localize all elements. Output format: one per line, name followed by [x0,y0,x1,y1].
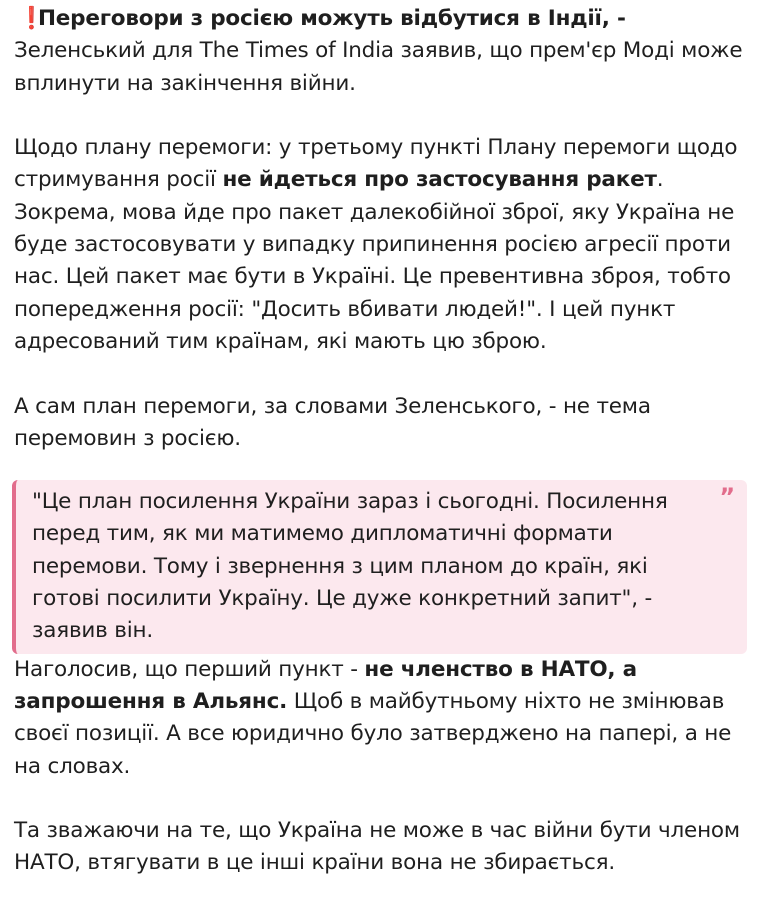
plan-text: . Зокрема, мова йде про пакет далекобійної зброї, яку Україна не буде застосовувати у випадку припинення росією агресії проти нас. Цей пакет має бути в Україні. Це превентивна зброя, тобто попередження росії: "Досить вбивати людей!". І цей пункт адресований тим країнам, які мають цю зброю. [14,167,735,354]
headline-bold: Переговори з росією можуть відбутися в Індії, - [38,6,626,31]
not-topic-paragraph: А сам план перемоги, за словами Зеленського, - не тема перемовин з росією. [14,393,651,451]
paragraph-gap [14,783,754,815]
plan-intro: Щодо плану перемоги: у третьому пункті Плану перемоги щодо стримування росії [14,135,738,193]
quote-text: "Це план посилення України зараз і сьогодні. Посилення перед тим, як ми матимемо дипломатичні формати перемови. Тому і звернення з цим планом до країн, які готові посилити Україну. Це дуже конкретний запит", - заявив він. [32,489,668,644]
nato-text: Щоб в майбутньому ніхто не змінював своєї позиції. А все юридично було затверджено на папері, а не на словах. [14,688,732,779]
plan-bold: не йдеться про застосування ракет [222,167,657,193]
headline-text: Зеленський для The Times of India заявив, що прем'єр Моді може вплинути на закінчення війни. [14,38,743,96]
exclamation-icon: ❗ [18,6,45,31]
blockquote [12,480,747,653]
final-paragraph: Та зважаючи на те, що Україна не може в час війни бути членом НАТО, втягувати в це інші країни вона не збирається. [14,818,740,876]
nato-intro: Наголосив, що перший пункт - [14,656,365,682]
plan-paragraph [14,132,754,358]
nato-bold: не членство в НАТО, а запрошення в Альянс. [14,656,637,714]
paragraph-gap [14,358,754,390]
nato-paragraph [14,654,754,783]
paragraph-gap [14,100,754,132]
headline-paragraph [14,3,754,100]
message-post [14,3,754,880]
quote-icon: ” [719,483,735,512]
